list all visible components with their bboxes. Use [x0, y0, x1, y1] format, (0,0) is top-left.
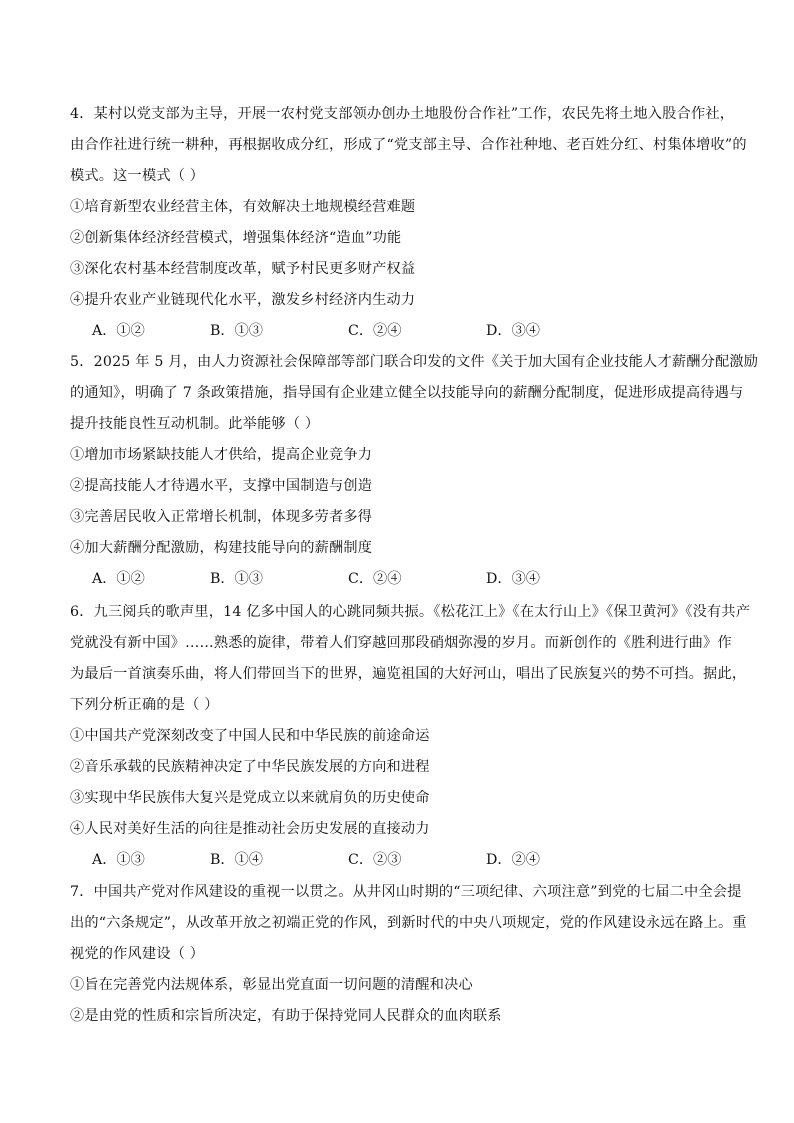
question-stem-line: 视党的作风建设（ ）: [70, 946, 205, 962]
question-stem-line: 党就没有新中国》……熟悉的旋律，带着人们穿越回那段硝烟弥漫的岁月。而新创作的《胜利进行曲》作: [70, 635, 732, 651]
statement-option: ①中国共产党深刻改变了中国人民和中华民族的前途命运: [70, 728, 430, 744]
choice-b[interactable]: B．①③: [210, 323, 263, 339]
question-stem-line: 模式。这一模式（ ）: [70, 168, 205, 184]
choice-a[interactable]: A．①②: [92, 323, 145, 339]
choice-c[interactable]: C．②④: [348, 571, 402, 587]
choice-d[interactable]: D．③④: [486, 571, 540, 587]
choice-c[interactable]: C．②④: [348, 323, 402, 339]
question-4: [70, 99, 747, 347]
choice-b[interactable]: B．①④: [210, 852, 263, 868]
choice-c[interactable]: C．②③: [348, 852, 402, 868]
question-6: [70, 597, 751, 876]
question-5: [70, 347, 759, 595]
question-stem-line: 6．九三阅兵的歌声里，14 亿多中国人的心跳同频共振。《松花江上》《在太行山上》《保卫黄河》《没有共产: [70, 604, 751, 620]
statement-option: ③实现中华民族伟大复兴是党成立以来就肩负的历史使命: [70, 790, 430, 806]
answer-choices: [70, 564, 724, 595]
answer-choices: [70, 845, 724, 876]
choice-b[interactable]: B．①③: [210, 571, 263, 587]
question-stem-line: 的通知》，明确了 7 条政策措施，指导国有企业建立健全以技能导向的薪酬分配制度，促进形成提高待遇与: [70, 385, 744, 401]
statement-option: ③完善居民收入正常增长机制，体现多劳者多得: [70, 509, 373, 525]
question-stem-line: 提升技能良性互动机制。此举能够（ ）: [70, 416, 320, 432]
statement-option: ②是由党的性质和宗旨所决定，有助于保持党同人民群众的血肉联系: [70, 1008, 502, 1024]
choice-a[interactable]: A．①③: [92, 852, 145, 868]
question-stem-line: 4．某村以党支部为主导，开展一农村党支部领办创办土地股份合作社”工作，农民先将土地入股合作社，: [70, 106, 735, 122]
question-7: [70, 877, 747, 1032]
choice-d[interactable]: D．③④: [486, 323, 540, 339]
choice-d[interactable]: D．②④: [486, 852, 540, 868]
statement-option: ②提高技能人才待遇水平，支撑中国制造与创造: [70, 478, 373, 494]
statement-option: ②创新集体经济经营模式，增强集体经济“造血”功能: [70, 230, 402, 246]
question-stem-line: 7．中国共产党对作风建设的重视一以贯之。从井冈山时期的“三项纪律、六项注意”到党的七届二中全会提: [70, 884, 742, 900]
question-stem-line: 为最后一首演奏乐曲，将人们带回当下的世界，遍览祖国的大好河山，唱出了民族复兴的势不可挡。据此，: [70, 666, 747, 682]
statement-option: ①旨在完善党内法规体系，彰显出党直面一切问题的清醒和决心: [70, 977, 473, 993]
question-stem-line: 出的“六条规定”，从改革开放之初端正党的作风，到新时代的中央八项规定，党的作风建设永远在路上。重: [70, 915, 747, 931]
statement-option: ④加大薪酬分配激励，构建技能导向的薪酬制度: [70, 540, 373, 556]
answer-choices: [70, 316, 724, 347]
statement-option: ④提升农业产业链现代化水平，激发乡村经济内生动力: [70, 292, 416, 308]
question-stem-line: 5．2025 年 5 月，由人力资源社会保障部等部门联合印发的文件《关于加大国有企业技能人才薪酬分配激励: [70, 354, 759, 370]
choice-a[interactable]: A．①②: [92, 571, 145, 587]
statement-option: ①增加市场紧缺技能人才供给，提高企业竞争力: [70, 447, 373, 463]
statement-option: ③深化农村基本经营制度改革，赋予村民更多财产权益: [70, 261, 416, 277]
statement-option: ②音乐承载的民族精神决定了中华民族发展的方向和进程: [70, 759, 430, 775]
question-stem-line: 由合作社进行统一耕种，再根据收成分红，形成了“党支部主导、合作社种地、老百姓分红、村集体增收”的: [70, 137, 747, 153]
question-stem-line: 下列分析正确的是（ ）: [70, 697, 219, 713]
statement-option: ①培育新型农业经营主体，有效解决土地规模经营难题: [70, 199, 416, 215]
statement-option: ④人民对美好生活的向往是推动社会历史发展的直接动力: [70, 821, 430, 837]
